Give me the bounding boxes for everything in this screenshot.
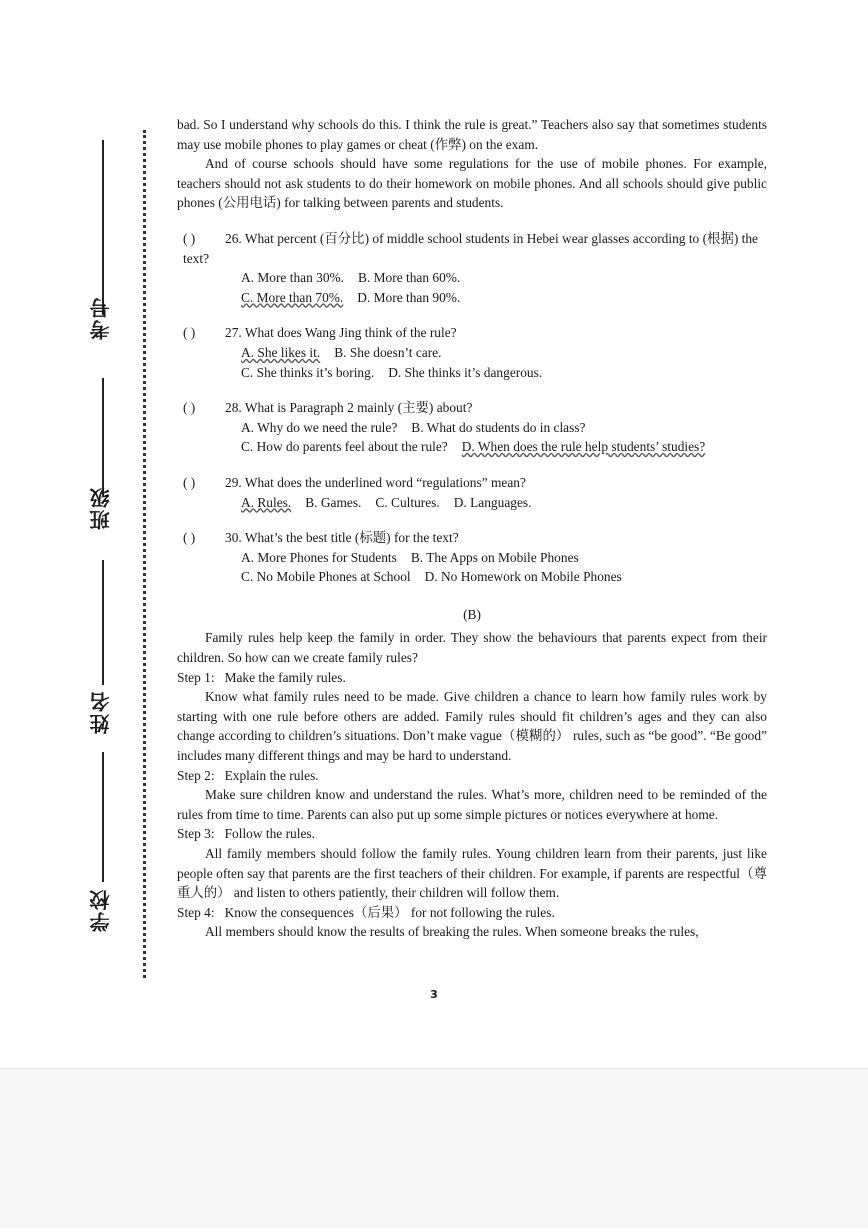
question-text: 30. What’s the best title (标题) for the text? [225,530,459,546]
step-title: Explain the rules. [224,767,319,783]
xuexiao-line [102,752,104,882]
step-body: Make sure children know and understand the rules. What’s more, children need to be reminded of the rules from time to time. Parents can also put up some simple pictures or notices everywhere at home. [177,787,767,822]
answer-blank[interactable]: ( ) [183,474,196,490]
answer-blank[interactable]: ( ) [183,530,196,546]
answer-option[interactable]: B. What do students do in class? [411,419,586,435]
question-item [177,229,767,307]
section-b-title: (B) [463,606,481,622]
question-list [177,229,767,587]
step-heading [177,668,767,688]
option-row [183,343,767,363]
question-text: 29. What does the underlined word “regulations” mean? [225,474,526,490]
answer-option[interactable]: C. More than 70%. [241,289,344,305]
answer-blank[interactable]: ( ) [183,325,196,341]
answer-blank[interactable]: ( ) [183,230,196,246]
option-row [183,363,767,383]
answer-option[interactable]: D. No Homework on Mobile Phones [424,569,622,585]
passage-a-paragraph: And of course schools should have some regulations for the use of mobile phones. For example, teachers should not ask students to do their homework on mobile phones. And all schools should give public phones (公用电话) for talking between parents and students. [177,156,767,211]
page-number: 3 [430,988,438,1001]
answer-option[interactable]: C. No Mobile Phones at School [241,569,411,585]
step-title: Know the consequences（后果） for not following the rules. [224,904,555,920]
banji-label: 班级 [89,486,113,530]
question-stem [183,398,767,418]
question-item [177,323,767,382]
answer-option[interactable]: A. Why do we need the rule? [241,419,398,435]
banji-line [102,378,104,496]
option-row [183,437,767,457]
kaohao-label: 考号 [89,296,113,340]
option-row [183,268,767,288]
question-text: 28. What is Paragraph 2 mainly (主要) about? [225,400,473,416]
answer-option[interactable]: D. She thinks it’s dangerous. [388,364,543,380]
step-heading [177,824,767,844]
step-number: Step 1: [177,669,215,685]
section-b-intro: Family rules help keep the family in order. They show the behaviours that parents expect from their children. So how can we create family rules? [177,630,767,666]
answer-option[interactable]: D. When does the rule help students’ studies? [461,439,706,455]
step-body: All members should know the results of breaking the rules. When someone breaks the rules, [205,924,699,940]
option-row [183,548,767,568]
seal-line [143,130,146,978]
answer-option[interactable]: B. She doesn’t care. [334,344,442,360]
question-item [177,528,767,587]
answer-option[interactable]: C. How do parents feel about the rule? [241,439,448,455]
step-body: All family members should follow the family rules. Young children learn from their parents, just like people often say that parents are the first teachers of their children. For example, if parents are respectful（尊重人的） and listen to others patiently, their children will follow them. [177,846,767,901]
xuexiao-label: 学校 [89,888,113,932]
option-row [183,288,767,308]
step-title: Follow the rules. [224,826,315,842]
exam-content [177,115,767,942]
answer-option[interactable]: A. More Phones for Students [241,549,397,565]
question-text: 27. What does Wang Jing think of the rule? [225,325,457,341]
question-item [177,398,767,457]
answer-option[interactable]: B. Games. [305,494,362,510]
kaohao-line [102,140,104,315]
step-number: Step 2: [177,767,215,783]
option-row [183,493,767,513]
step-heading [177,766,767,786]
question-stem [183,229,767,268]
answer-option[interactable]: C. She thinks it’s boring. [241,364,375,380]
answer-option[interactable]: D. Languages. [453,494,532,510]
answer-option[interactable]: A. She likes it. [241,344,321,360]
option-row [183,567,767,587]
page-bottom-margin [0,1068,868,1228]
step-heading [177,903,767,923]
question-stem [183,528,767,548]
answer-blank[interactable]: ( ) [183,400,196,416]
answer-option[interactable]: C. Cultures. [375,494,440,510]
question-stem [183,323,767,343]
answer-option[interactable]: A. Rules. [241,494,292,510]
answer-option[interactable]: B. The Apps on Mobile Phones [410,549,579,565]
question-item [177,473,767,512]
step-list [177,668,767,942]
option-row [183,418,767,438]
answer-option[interactable]: A. More than 30%. [241,270,345,286]
xingming-line [102,560,104,685]
passage-a-paragraph: bad. So I understand why schools do this. I think the rule is great.” Teachers also say that sometimes students may use mobile phones to play games or cheat (作弊) on the exam. [177,117,767,152]
question-text: 26. What percent (百分比) of middle school students in Hebei wear glasses according to (根据) the text? [183,230,759,266]
step-body: Know what family rules need to be made. Give children a chance to learn how family rules work by starting with one rule before others are added. Family rules should fit children’s ages and they can also change according to children’s situations. Don’t make vague（模糊的） rules, such as “be good”. “Be good” includes many different things and may be hard to understand. [177,689,767,764]
xingming-label: 姓名 [89,690,113,734]
question-stem [183,473,767,493]
step-title: Make the family rules. [224,669,346,685]
step-number: Step 3: [177,826,215,842]
answer-option[interactable]: D. More than 90%. [357,289,461,305]
answer-option[interactable]: B. More than 60%. [358,270,461,286]
step-number: Step 4: [177,904,215,920]
